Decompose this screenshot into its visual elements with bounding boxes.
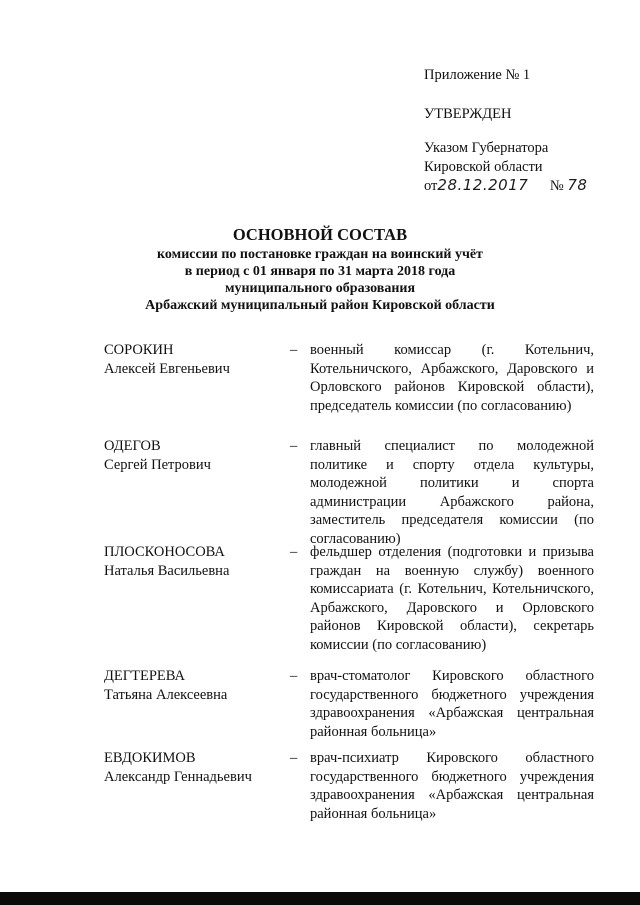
- member-name: [104, 437, 211, 475]
- date-prefix: от: [424, 178, 438, 194]
- decree-reference: [424, 139, 548, 177]
- title-line-2: в период с 01 января по 31 марта 2018 года: [184, 264, 456, 279]
- member-surname: ЕВДОКИМОВ: [104, 750, 196, 766]
- member-given-name: Сергей Петрович: [104, 457, 211, 473]
- decree-line-1: Указом Губернатора: [424, 140, 549, 156]
- member-name: [104, 749, 252, 787]
- member-role: фельдшер отделения (подготовки и призыва граждан на военную службу) военного комиссариата (г. Котельнич, Котельничского, Арбажского, Даровского и Орловского районов Кировской области), секретарь комиссии (по согласованию): [310, 544, 594, 653]
- member-name: [104, 543, 229, 581]
- handwritten-date: 28.12.2017: [437, 176, 529, 194]
- member-entry: [0, 749, 640, 845]
- member-dash: –: [290, 750, 298, 766]
- member-entry: [0, 341, 640, 437]
- appendix-label: Приложение № 1: [424, 67, 531, 83]
- scan-edge-bar: [0, 892, 640, 905]
- member-surname: ОДЕГОВ: [104, 438, 161, 454]
- member-given-name: Александр Геннадьевич: [104, 769, 252, 785]
- member-entry: [0, 437, 640, 547]
- member-role: главный специалист по молодежной политике и спорту отдела культуры, молодежной политики и спорта администрации Арбажского района, заместитель председателя комиссии (по согласованию): [310, 438, 594, 547]
- document-title: [0, 224, 640, 314]
- handwritten-number: 78: [567, 176, 588, 194]
- title-line-3: муниципального образования: [224, 281, 416, 296]
- title-main: ОСНОВНОЙ СОСТАВ: [232, 225, 408, 244]
- member-role: военный комиссар (г. Котельнич, Котельничского, Арбажского, Даровского и Орловского районов Кировской области), председатель комиссии (по согласованию): [310, 342, 594, 414]
- member-surname: СОРОКИН: [104, 342, 174, 358]
- decree-date-line: [424, 176, 587, 196]
- member-given-name: Наталья Васильевна: [104, 563, 230, 579]
- member-name: [104, 667, 227, 705]
- member-dash: –: [290, 668, 298, 684]
- member-role: врач-стоматолог Кировского областного государственного бюджетного учреждения здравоохранения «Арбажская центральная районная больница»: [310, 668, 594, 740]
- member-surname: ПЛОСКОНОСОВА: [104, 544, 225, 560]
- member-entry: [0, 543, 640, 667]
- member-given-name: Татьяна Алексеевна: [104, 687, 228, 703]
- member-surname: ДЕГТЕРЕВА: [104, 668, 185, 684]
- members-list: [0, 341, 640, 845]
- member-given-name: Алексей Евгеньевич: [104, 361, 230, 377]
- member-dash: –: [290, 544, 298, 560]
- member-role: врач-психиатр Кировского областного государственного бюджетного учреждения здравоохранения «Арбажская центральная районная больница»: [310, 750, 594, 822]
- member-dash: –: [290, 438, 298, 454]
- decree-line-2: Кировской области: [424, 159, 543, 175]
- member-dash: –: [290, 342, 298, 358]
- member-name: [104, 341, 230, 379]
- number-sign: №: [549, 178, 564, 194]
- title-line-1: комиссии по постановке граждан на воинский учёт: [157, 247, 483, 262]
- member-entry: [0, 667, 640, 749]
- title-line-4: Арбажский муниципальный район Кировской области: [145, 298, 495, 313]
- approved-label: УТВЕРЖДЕН: [424, 106, 512, 122]
